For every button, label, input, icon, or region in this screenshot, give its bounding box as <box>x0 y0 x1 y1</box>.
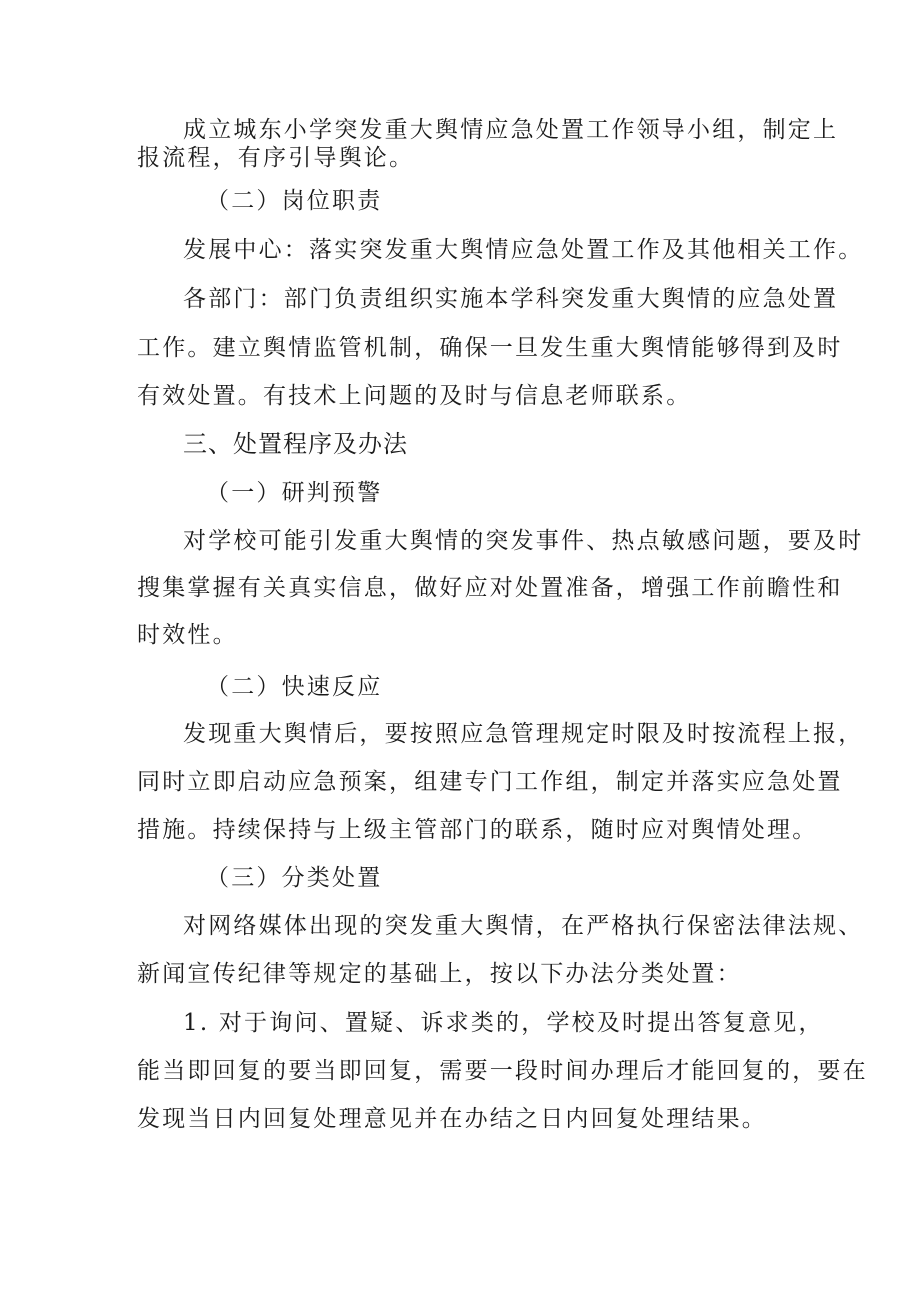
subsection-heading: （二）岗位职责 <box>206 188 383 214</box>
numbered-item-line: 1. 对于询问、置疑、诉求类的，学校及时提出答复意见， <box>183 1010 824 1036</box>
paragraph-line: 发现重大舆情后，要按照应急管理规定时限及时按流程上报， <box>183 721 864 747</box>
paragraph-line: 措施。持续保持与上级主管部门的联系，随时应对舆情处理。 <box>137 817 818 843</box>
paragraph-line: 工作。建立舆情监管机制，确保一旦发生重大舆情能够得到及时 <box>137 335 843 361</box>
paragraph-line: 时效性。 <box>137 622 238 648</box>
paragraph-line: 发现当日内回复处理意见并在办结之日内回复处理结果。 <box>137 1106 767 1132</box>
paragraph-line: 新闻宣传纪律等规定的基础上，按以下办法分类处置： <box>137 961 742 987</box>
subsection-heading: （三）分类处置 <box>206 865 383 891</box>
paragraph-line: 对学校可能引发重大舆情的突发事件、热点敏感问题，要及时 <box>183 528 864 554</box>
paragraph-line: 成立城东小学突发重大舆情应急处置工作领导小组，制定上 <box>183 117 839 143</box>
paragraph-line: 报流程，有序引导舆论。 <box>137 145 415 171</box>
paragraph-line: 同时立即启动应急预案，组建专门工作组，制定并落实应急处置 <box>137 769 843 795</box>
subsection-heading: （一）研判预警 <box>206 480 383 506</box>
paragraph-line: 发展中心：落实突发重大舆情应急处置工作及其他相关工作。 <box>183 237 864 263</box>
paragraph-line: 各部门：部门负责组织实施本学科突发重大舆情的应急处置 <box>183 286 839 312</box>
paragraph-line: 对网络媒体出现的突发重大舆情，在严格执行保密法律法规、 <box>183 913 864 939</box>
section-heading: 三、处置程序及办法 <box>183 430 408 458</box>
paragraph-line: 能当即回复的要当即回复，需要一段时间办理后才能回复的，要在 <box>137 1058 868 1084</box>
subsection-heading: （二）快速反应 <box>206 674 383 700</box>
paragraph-line: 有效处置。有技术上问题的及时与信息老师联系。 <box>137 383 692 409</box>
paragraph-line: 搜集掌握有关真实信息，做好应对处置准备，增强工作前瞻性和 <box>137 575 843 601</box>
